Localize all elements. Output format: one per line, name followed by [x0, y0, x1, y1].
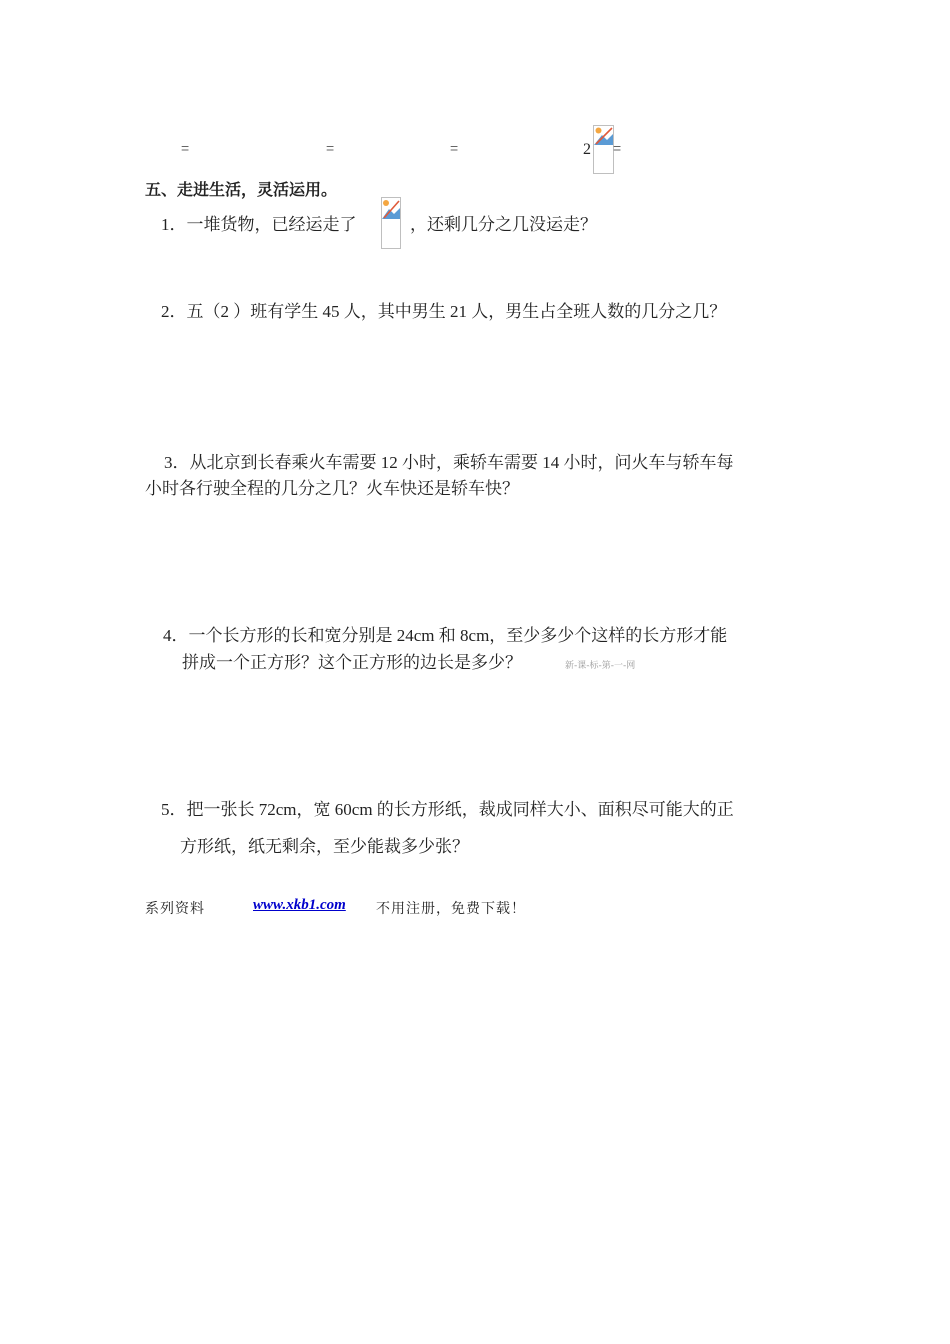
equals-sign-4: = — [613, 140, 622, 156]
equals-sign-2: = — [326, 140, 335, 156]
broken-image-icon — [594, 126, 613, 146]
broken-image-icon — [382, 198, 400, 220]
section-heading: 五、走进生活，灵活运用。 — [145, 182, 338, 199]
question-2-text: 2．五（2 ）班有学生 45 人，其中男生 21 人，男生占全班人数的几分之几？ — [161, 302, 727, 321]
mixed-number-whole: 2 — [583, 141, 591, 158]
question-1-text-start: 1．一堆货物，已经运走了 — [161, 215, 357, 234]
question-5-line-1: 5．把一张长 72cm，宽 60cm 的长方形纸，裁成同样大小、面积尽可能大的正 — [161, 800, 734, 819]
question-4-line-1: 4．一个长方形的长和宽分别是 24cm 和 8cm，至少多少个这样的长方形才能 — [163, 626, 728, 645]
fraction-image-placeholder-1 — [593, 125, 614, 174]
footer-series-label: 系列资料 — [145, 902, 205, 917]
fraction-image-placeholder-2 — [381, 197, 401, 249]
watermark-text: 新-课-标-第-一-网 — [565, 661, 636, 671]
equals-sign-3: = — [450, 140, 459, 156]
question-3-line-1: 3．从北京到长春乘火车需要 12 小时，乘轿车需要 14 小时，问火车与轿车每 — [164, 453, 734, 472]
question-3-line-2: 小时各行驶全程的几分之几？火车快还是轿车快？ — [145, 479, 519, 498]
question-4-line-2: 拼成一个正方形？这个正方形的边长是多少？ — [182, 653, 522, 672]
footer-website-link[interactable]: www.xkb1.com — [253, 897, 346, 913]
footer-free-download-text: 不用注册，免费下载！ — [376, 902, 526, 917]
question-1-text-end: ，还剩几分之几没运走？ — [410, 215, 597, 234]
equals-sign-1: = — [181, 140, 190, 156]
question-5-line-2: 方形纸，纸无剩余，至少能裁多少张？ — [180, 837, 469, 856]
